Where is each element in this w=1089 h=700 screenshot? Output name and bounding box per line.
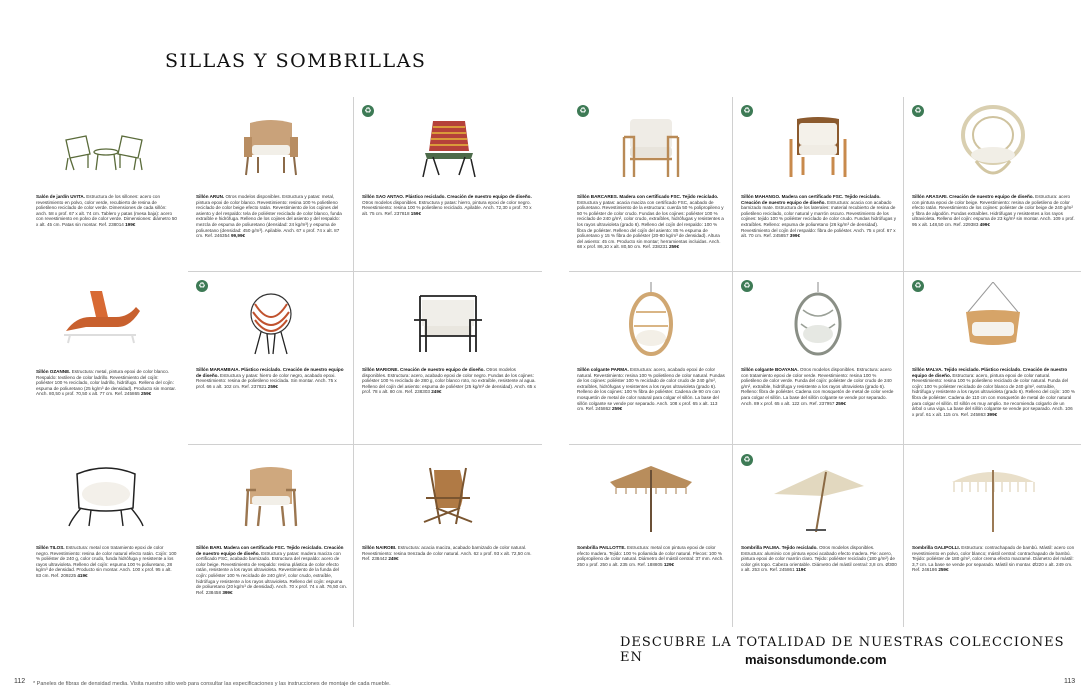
product-card[interactable]: ♻ Sillón BARCARES. Madera con certificado FSC. Tejido reciclado. Estructura y patas: acacia maciza con certificado FSC, acabado de poliuretano. Revestimiento de la estructura: cuerda 50 % polipropileno y 50 % poliéster de color crudo. Fundas de los cojines: poliéster 100 % reciclado de 240 g/m², color crudo, extraíbles, hidrófugas y resistentes a los rayos ultravioleta (grado 6). Relleno del cojín del respaldo: 100 % fibra de poliéster. Relleno del cojín del asiento: 85 % espuma de poliuretano y 15 % fibra de poliéster (20-80 kg/m³ de densidad). Altura del asiento: 45 cm. Producto sin montar; herramientas incluidas. Anch. 68 x prof. 86,10 x alt. 80,50 cm. Ref. 238231 259€ — [577, 106, 724, 250]
product-card[interactable]: Sillón colgante PARMA. Estructura: acero, acabado epoxi de color natural. Revestimiento: resina 100 % polietileno de color natural. Fundas de los cojines: poliéster 100 % reciclado de color crudo de 240 g/m², extraíbles, hidrófugas y resistentes a los rayos ultravioleta (grado 6). Relleno de los cojines: 100 % fibra de poliéster. Cadena de 90 cm con mosquetón de metal de color natural para colgar el sillón. La base del sillón colgante se vende por separado. Anch. 108 x prof. 65 x alt. 113 cm. Ref. 245862 259€ — [569, 272, 732, 444]
sling-chair-icon — [416, 464, 480, 528]
hanging-chair-icon — [791, 282, 845, 362]
product-card[interactable]: Sillón ARUN. Otros modelos disponibles. Estructura y patas: metal, pintura epoxi de color blanco. Revestimiento: resina 100 % polietileno reciclado de color beige efecto ratán. Revestimiento de los cojines del asiento y del respaldo: tela de poliéster reciclado de color blanco, funda extraíble e hidrófuga. Relleno de los cojines del asiento y del respaldo: mezcla de espuma de poliuretano (densidad: 24 kg/m³) y espuma de poliuretano (densidad: 450 g/m³). Apilable. Anch. 67 x prof. 74 x alt. 87 cm. Ref. 246354 99,99€ — [188, 97, 353, 270]
product-card[interactable]: ♻ Sillón MALVA. Tejido reciclado. Plástico reciclado. Creación de nuestro equipo de diseño. Estructura: acero, pintura epoxi de color natural. Revestimiento: resina 100 % polietileno reciclado de color natural. Funda del cojín: 100 % poliéster reciclado de color blanco de 240 g/m², extraíble, hidrófuga y resistente a los rayos ultravioleta (grado 6). Relleno del cojín: 100 % fibra de poliéster. Cadena de 110 cm con mosquetón de metal de color natural para colgar el sillón. El sillón es muy amplio. Se recomienda colgarlo de un árbol o una viga. La base del sillón colgante se vende por separado. Anch. 106 x prof. 61 x alt. 115 cm. Ref. 245863 399€ — [912, 281, 1075, 417]
product-card[interactable]: ♻ Sombrilla PALMA. Tejido reciclado. Otros modelos disponibles. Estructura: aluminio con pintura epoxi acabado efecto madera. Pie: acero, pintura epoxi de color marrón claro. Tejido: poliéster reciclado (180 g/m²) de color gris topo. Cabeza orientable. Diámetro del mástil central: 3,8 cm. Ø300 x alt. 253 cm. Ref. 245861 119€ — [741, 455, 897, 573]
armchair-icon — [236, 464, 306, 528]
page-number-right: 113 — [1064, 678, 1076, 685]
eco-badge-icon: ♻ — [912, 280, 924, 292]
product-card[interactable]: Salón de jardín UVITA. Estructura de los sillones: acero con revestimiento en polvo, color verde, recubierto de resina de polietileno reciclado de color verde. Dimensiones de cada sillón: anch. 58 x prof. 67 x alt. 74 cm. Tablero y patas (mesa baja): acero con revestimiento en polvo de color verde. Dimensiones: diámetro 50 x alt. 45 cm. Patas sin montar. Ref. 238014 199€ — [28, 97, 183, 270]
product-card[interactable]: Sombrilla PAILLOTTE. Estructura: metal con pintura epoxi de color efecto madera. Tejido: 100 % poliamida de color natural. Flecos: 100 % polipropileno de color natural. Diámetro del mástil central: 37 mm. Anch. 250 x prof. 250 x alt. 235 cm. Ref. 188805 129€ — [569, 446, 732, 627]
product-card[interactable]: ♻ Sillón SAO ANTAO. Plástico reciclado. Creación de nuestro equipo de diseño. Otros modelos disponibles. Estructura y patas: hierro, pintura epoxi de color negro. Revestimiento: resina 100 % polietileno reciclado. Apilable. Anch. 72,30 x prof. 70 x alt. 75 cm. Ref. 237818 159€ — [362, 106, 532, 216]
metal-armchair-icon — [406, 290, 490, 356]
eco-badge-icon: ♻ — [362, 105, 374, 117]
product-card[interactable]: Sillón TILOS. Estructura: metal con tratamiento epoxi de color negro. Revestimiento: resina de color natural efecto ratán. Cojín: 100 % poliéster de 240 g, color crudo, funda hidrófuga y resistente a los rayos ultravioleta. Relleno del cojín: espuma 100 % poliuretano, 28 kg/m³ de densidad. Producto sin montar. Anch. 100 x prof. 95 x alt. 83 cm. Ref. 209225 419€ — [28, 446, 183, 627]
patio-umbrella-icon — [768, 460, 868, 532]
product-card[interactable]: Sillón NAIROBI. Estructura: acacia maciza, acabado barnizado de color natural. Revestimiento: resina trenzada de color natural. Anch. 62 x prof. 93 x alt. 72,50 cm. Ref. 238442 249€ — [354, 446, 542, 627]
product-card[interactable]: ♻ Sillón MARAMBAIA. Plástico reciclado. Creación de nuestro equipo de diseño. Estructura y patas: hierro de color negro, acabado epoxi. Revestimiento: resina de polietileno reciclada. Sin montar. Anch. 75 x prof. 66 x alt. 102 cm. Ref. 237821 259€ — [196, 281, 344, 389]
website-link[interactable]: maisonsdumonde.com — [745, 652, 887, 667]
left-product-grid — [36, 97, 542, 627]
page-title: SILLAS Y SOMBRILLAS — [165, 50, 427, 72]
armchair-icon — [783, 115, 853, 179]
product-card[interactable]: ♻ Sillón colgante BOAYANA. Otros modelos disponibles. Estructura: acero con tratamiento epoxi de color verde. Revestimiento: resina 100 % polietileno de color verde. Funda del cojín: poliéster de color crudo de 240 g/m², extraíble, hidrófuga y resistente a los rayos ultravioleta (grado 6). Relleno: fibra de poliéster. Cadena con mosquetón de metal de color verde para colgar el sillón. La base del sillón colgante se vende por separado. Anch. 89 x prof. 65 x alt. 122 cm. Ref. 237957 259€ — [741, 281, 894, 406]
product-card[interactable]: Sillón MARIONE. Creación de nuestro equipo de diseño. Otros modelos disponibles. Estructura: acero, acabado epoxi de color negro. Fundas de los cojines: poliéster 100 % reciclado de 280 g, color blanco roto, no extraíble, resistente al agua. Relleno del cojín del asiento: espuma de poliéster (25 kg/m³ de densidad). Anch. 65 x prof. 78 x alt. 80 cm. Ref. 238303 249€ — [354, 272, 542, 444]
product-card[interactable]: ♻ Sillón MAHANGO. Madera con certificado FSC. Tejido reciclado. Creación de nuestro equipo de diseño. Estructura: acacia con acabado barnizado mate. Estructura de los laterales: material recubierto de resina de polietileno reciclado, color natural y marrón oscuro. Revestimiento de los cojines: tejido 100 % poliéster reciclado de color crudo. Fundas hidrófugas y extraíbles. Relleno: espuma de poliuretano (26 kg/m³ de densidad). Revestimiento del cojín del respaldo: fibra de poliéster. Anch. 75 x prof. 67 x alt. 70 cm. Ref. 245857 399€ — [741, 106, 896, 239]
eco-badge-icon: ♻ — [741, 105, 753, 117]
armchair-icon — [236, 115, 306, 177]
lounger-icon — [56, 287, 156, 347]
peacock-chair-icon — [958, 105, 1028, 185]
garden-set-icon — [56, 112, 156, 172]
eco-badge-icon: ♻ — [741, 280, 753, 292]
hanging-chair-icon — [626, 282, 676, 362]
thatch-umbrella-icon — [606, 460, 696, 532]
hanging-chair-icon — [958, 282, 1028, 362]
eco-badge-icon: ♻ — [577, 105, 589, 117]
wire-chair-icon — [241, 290, 301, 356]
eco-badge-icon: ♻ — [912, 105, 924, 117]
lounge-chair-icon — [413, 117, 483, 179]
product-card[interactable]: Sillón BARI. Madera con certificado FSC. Tejido reciclado. Creación de nuestro equipo de diseño. Estructura y patas: madera maciza con certificado FSC, acabado barnizado. Estructura del respaldo: acero de color beige. Revestimiento de respaldo: resina plástica de color efecto ratán, resistente a los rayos ultravioleta. Revestimiento de la funda del cojín: poliéster 100 % reciclado de 240 g/m², color crudo, extraíble, hidrófuga y resistente a los rayos ultravioleta. Relleno del cojín: espuma de poliuretano (20 kg/m³ de densidad). Anch. 70 x prof. 74 x alt. 76,50 cm. Ref. 238458 399€ — [188, 446, 353, 627]
page-number-left: 112 — [14, 678, 26, 685]
right-product-grid — [569, 97, 1081, 627]
collection-heading: DESCUBRE LA TOTALIDAD DE NUESTRAS COLECCIONES EN — [620, 635, 1065, 665]
product-card[interactable]: Sillón OZANNE. Estructura: metal, pintura epoxi de color blanco. Respaldo: textileno de color ladrillo. Revestimiento del cojín: poliéster 100 % reciclado, color ladrillo, hidrófugo. Relleno del cojín: espuma de poliuretano (25 kg/m³ de densidad). Producto sin montar. Anch. 80,50 x prof. 70,50 x alt. 77 cm. Ref. 245865 259€ — [28, 272, 183, 444]
footnote: * Paneles de fibras de densidad media. Visita nuestro sitio web para consultar las especificaciones y las instrucciones de montaje de cada mueble. — [33, 681, 391, 687]
armchair-icon — [616, 115, 686, 179]
egg-chair-icon — [61, 464, 151, 528]
product-card[interactable]: Sombrilla GALIPOLLI. Estructura: contrachapado de bambú. Mástil: acero con revestimiento en polvo, color blanco; mástil central: contrachapado de bambú. Tejido: poliéster de 180 g/m², color crema efecto macramé. Diámetro del mástil: 3,7 cm. La base se vende por separado. Mástil sin montar. Ø220 x alt. 249 cm. Ref. 246186 259€ — [904, 446, 1081, 627]
eco-badge-icon: ♻ — [741, 454, 753, 466]
eco-badge-icon: ♻ — [196, 280, 208, 292]
product-card[interactable]: ♻ Sillón ARASARI. Creación de nuestro equipo de diseño. Estructura: acero con pintura epoxi de color beige. Revestimiento: resina de polietileno de color efecto ratán. Revestimiento de los cojines: poliéster de color beige de 240 g/m² y fibra de algodón. Fundas extraíbles. Hidrófugas y resistentes a los rayos ultravioleta. Relleno del cojín: espuma de 23 kg/m³ sin montar. Anch. 109 x prof. 95 x alt. 148,50 cm. Ref. 229383 499€ — [912, 106, 1075, 227]
fringe-umbrella-icon — [948, 460, 1038, 532]
